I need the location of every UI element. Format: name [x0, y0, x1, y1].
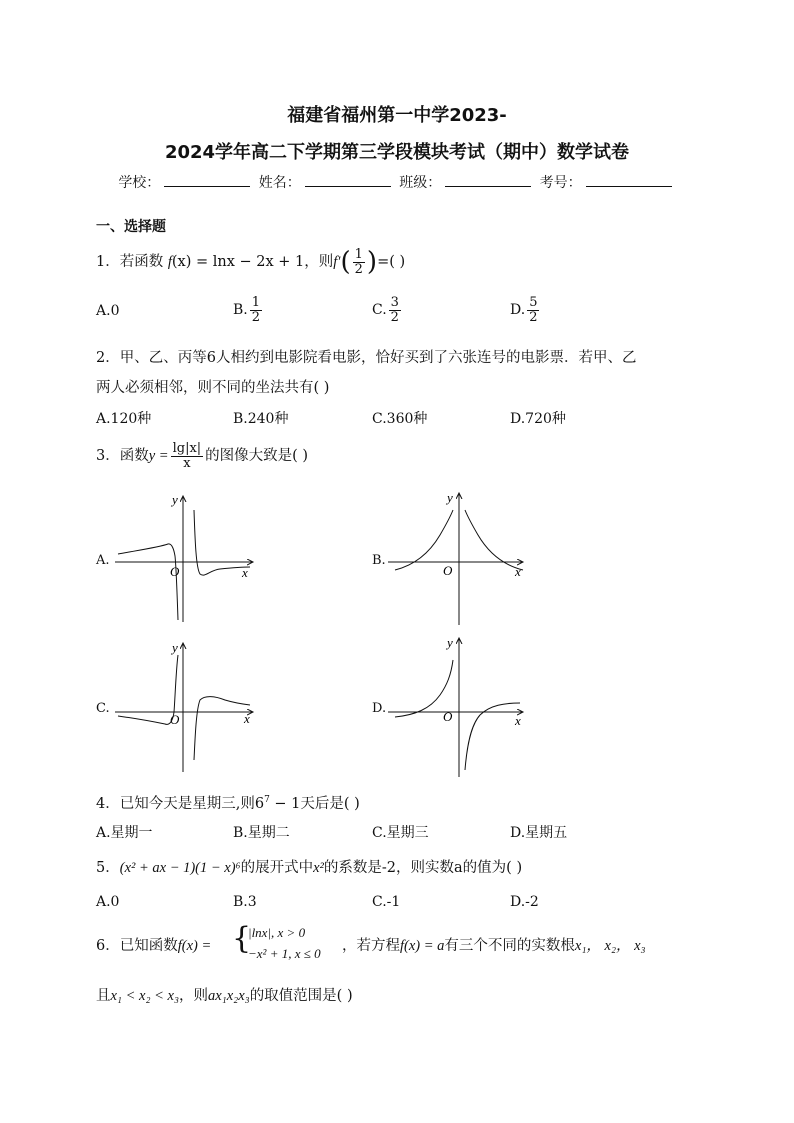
q1-func: f	[167, 254, 172, 271]
class-blank[interactable]	[445, 174, 531, 187]
q1-text-a: 若函数	[119, 254, 164, 271]
svg-text:x: x	[242, 565, 248, 580]
title-line-2: 2024学年高二下学期第三学段模块考试（期中）数学试卷	[164, 142, 630, 163]
svg-text:O: O	[443, 709, 453, 724]
exam-number-blank[interactable]	[586, 174, 672, 187]
svg-text:O: O	[443, 563, 453, 578]
question-3: 3．函数y = $\frac{\lg|x|}{x}$ 的图像大致是( )	[96, 441, 309, 471]
q1-option-c[interactable]: C. $\frac{3}{2}$	[372, 295, 399, 325]
name-blank[interactable]	[305, 174, 391, 187]
school-label: 学校：	[118, 175, 161, 191]
q5-option-b[interactable]: B.3	[233, 894, 257, 910]
q6-case-2: −x² + 1, x ≤ 0	[248, 946, 321, 961]
school-blank[interactable]	[164, 174, 250, 187]
title-line-1: 福建省福州第一中学2023-	[287, 105, 507, 126]
question-6-line-1: 6．已知函数f(x) =	[96, 938, 212, 954]
question-6-line-1b: ，若方程f(x) = a有三个不同的实数根x₁， x₂， x₃	[342, 938, 646, 954]
graph-b[interactable]	[385, 490, 530, 630]
graph-a-label[interactable]: A.	[96, 553, 110, 568]
question-6-line-2: 且x₁ < x₂ < x₃，则ax₁x₂x₃的取值范围是( )	[96, 988, 353, 1004]
question-5: 5．(x² + ax − 1)(1 − x)⁶的展开式中x²的系数是-2，则实数a的值为( )	[96, 860, 523, 876]
svg-text:x: x	[244, 711, 250, 726]
q1-fraction: $\frac{1}{2}$	[354, 247, 363, 277]
q2-option-c[interactable]: C.360种	[372, 411, 428, 427]
q1-option-d[interactable]: D. $\frac{5}{2}$	[510, 295, 538, 325]
q1-expr: (x) = lnx − 2x + 1	[171, 254, 305, 271]
q2-option-b[interactable]: B.240种	[233, 411, 289, 427]
q1-option-a[interactable]: A.0	[96, 303, 120, 319]
q4-option-b[interactable]: B.星期二	[233, 825, 290, 841]
q2-option-d[interactable]: D.720种	[510, 411, 566, 427]
svg-text:y: y	[447, 490, 453, 505]
graph-a[interactable]	[110, 490, 260, 625]
name-label: 姓名：	[258, 175, 301, 191]
class-label: 班级：	[399, 175, 442, 191]
q1-option-b[interactable]: B. $\frac{1}{2}$	[233, 295, 261, 325]
q1-deriv: f′	[333, 254, 341, 271]
question-2-line-2: 两人必须相邻，则不同的坐法共有( )	[96, 380, 330, 396]
svg-text:y: y	[172, 640, 178, 655]
q2-option-a[interactable]: A.120种	[96, 411, 152, 427]
graph-b-label[interactable]: B.	[372, 553, 386, 568]
student-info-row	[0, 172, 794, 192]
graph-c[interactable]	[110, 640, 260, 775]
q1-number: 1．	[96, 254, 120, 271]
q5-option-c[interactable]: C.-1	[372, 894, 401, 910]
exam-number-label: 考号：	[539, 175, 582, 191]
q6-case-1: |lnx|, x > 0	[248, 925, 306, 940]
graph-c-label[interactable]: C.	[96, 701, 110, 716]
q5-option-a[interactable]: A.0	[96, 894, 120, 910]
q4-option-c[interactable]: C.星期三	[372, 825, 429, 841]
q1-text-b: ，则	[304, 254, 334, 271]
q1-tail: =( )	[377, 254, 406, 271]
graph-d-label[interactable]: D.	[372, 701, 387, 716]
q5-option-d[interactable]: D.-2	[510, 894, 539, 910]
svg-text:O: O	[170, 564, 180, 579]
question-1: 1．若函数 f(x) = lnx − 2x + 1，则f′( $\frac{1}{2}$ )=( )	[96, 247, 406, 278]
section-title: 一、选择题	[96, 219, 166, 235]
q4-option-d[interactable]: D.星期五	[510, 825, 568, 841]
svg-text:y: y	[172, 492, 178, 507]
question-4: 4．已知今天是星期三,则$6^7 - 1$天后是( )	[96, 795, 360, 812]
svg-text:x: x	[515, 713, 521, 728]
q4-option-a[interactable]: A.星期一	[96, 825, 153, 841]
graph-d[interactable]	[385, 635, 530, 780]
question-2-line-1: 2．甲、乙、丙等6人相约到电影院看电影，恰好买到了六张连号的电影票．若甲、乙	[96, 350, 637, 366]
brace-icon: {	[232, 921, 252, 956]
svg-text:O: O	[170, 712, 180, 727]
svg-text:x: x	[515, 564, 521, 579]
svg-text:y: y	[447, 635, 453, 650]
